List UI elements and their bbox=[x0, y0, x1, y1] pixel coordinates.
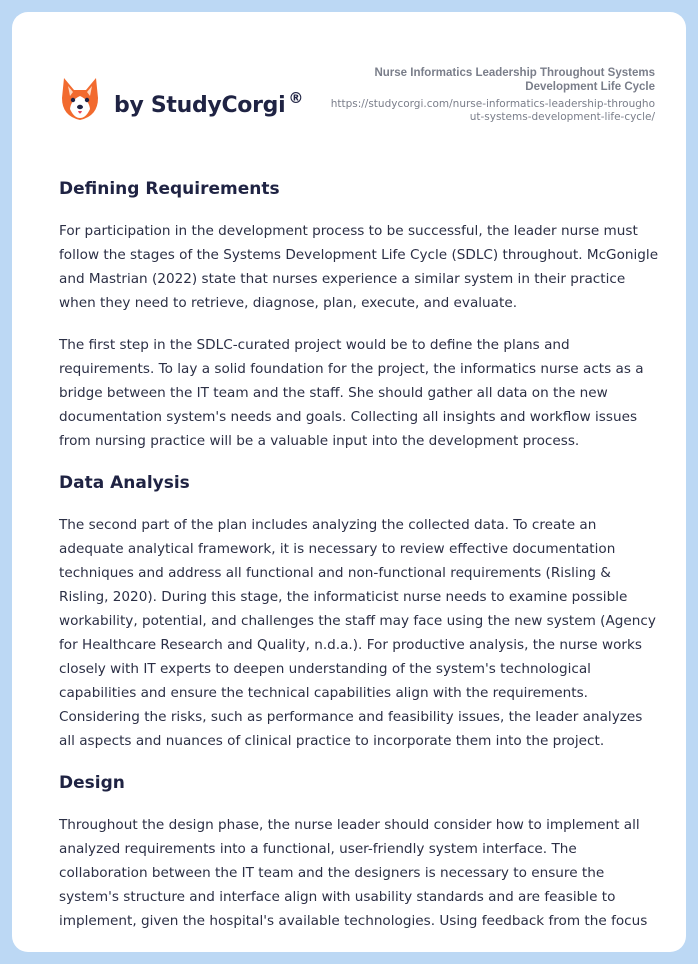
corgi-logo-icon bbox=[60, 76, 100, 122]
article-body bbox=[59, 177, 659, 933]
paragraph: The first step in the SDLC-curated project would be to define the plans and requirements. To lay a solid foundation for the project, the informatics nurse acts as a bridge between the IT team and the staff. She should gather all data on the new documentation system's needs and goals. Collecting all insights and workflow issues from nursing practice will be a valuable input into the development process. bbox=[59, 337, 644, 449]
brand-text: by StudyCorgi bbox=[114, 92, 286, 118]
document-card bbox=[12, 12, 686, 952]
document-title: Nurse Informatics Leadership Throughout Systems Development Life Cycle bbox=[374, 67, 655, 93]
document-url[interactable]: https://studycorgi.com/nurse-informatics-leadership-throughout-systems-development-life-cycle/ bbox=[330, 98, 655, 123]
document-meta bbox=[325, 66, 655, 124]
brand-name bbox=[114, 88, 304, 118]
section-heading-design: Design bbox=[59, 773, 125, 793]
section-heading-data-analysis: Data Analysis bbox=[59, 473, 190, 493]
paragraph: For participation in the development process to be successful, the leader nurse must follow the stages of the Systems Development Life Cycle (SDLC) throughout. McGonigle and Mastrian (2022) state that nurses experience a similar system in their practice when they need to retrieve, diagnose, plan, execute, and evaluate. bbox=[59, 223, 659, 311]
paragraph: Throughout the design phase, the nurse leader should consider how to implement all analyzed requirements into a functional, user-friendly system interface. The collaboration between the IT team and the designers is necessary to ensure the system's structure and interface align with usability standards and are feasible to implement, given the hospital's available technologies. Using feedback from the focus bbox=[59, 817, 648, 929]
registered-mark: ® bbox=[288, 88, 304, 107]
studycorgi-logo[interactable] bbox=[60, 76, 303, 122]
paragraph: The second part of the plan includes analyzing the collected data. To create an adequate analytical framework, it is necessary to review effective documentation techniques and address all functional and non-functional requirements (Risling & Risling, 2020). During this stage, the informaticist nurse needs to examine possible workability, potential, and challenges the staff may face using the new system (Agency for Healthcare Research and Quality, n.d.a.). For productive analysis, the nurse works closely with IT experts to deepen understanding of the system's technological capabilities and ensure the technical capabilities align with the requirements. Considering the risks, such as performance and feasibility issues, the leader analyzes all aspects and nuances of clinical practice to incorporate them into the project. bbox=[59, 517, 656, 749]
section-heading-defining-requirements: Defining Requirements bbox=[59, 179, 280, 199]
